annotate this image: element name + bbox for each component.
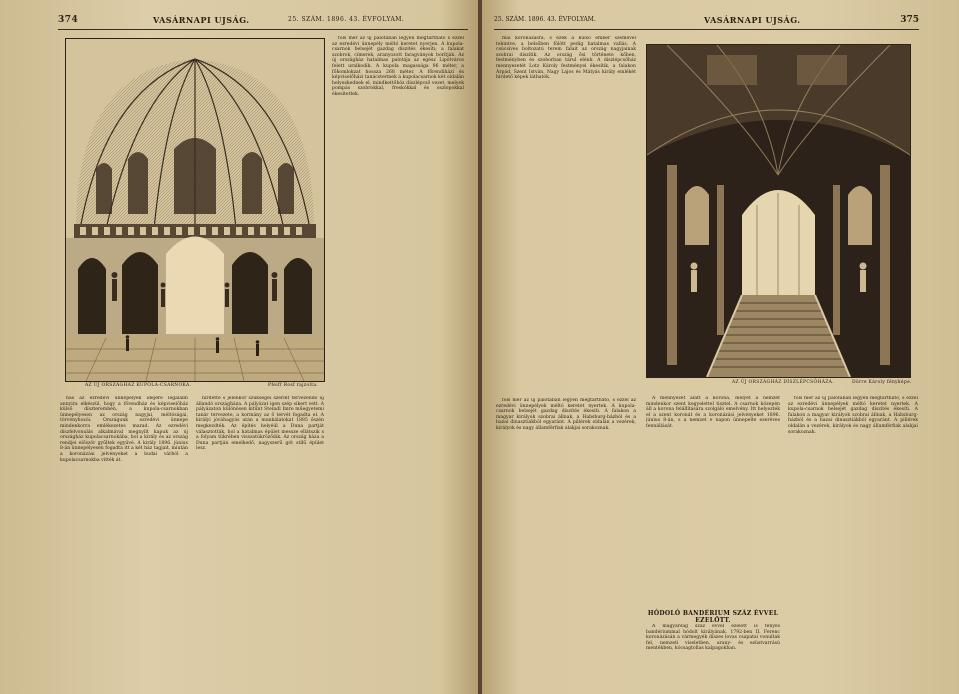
right-page: [482, 0, 959, 694]
left-issue-date: 25. SZÁM. 1896. 43. ÉVFOLYAM.: [288, 16, 405, 23]
cupola-hall-engraving: [65, 38, 325, 382]
staircase-hall-drawing: [647, 45, 910, 377]
right-page-number: 375: [900, 15, 919, 25]
cupola-hall-drawing: [66, 39, 324, 381]
left-page-number: 374: [58, 15, 79, 25]
staircase-hall-engraving: [646, 44, 911, 378]
left-column-1: [60, 396, 188, 692]
right-column-3-repeat-text: föls mér az új palotában legyen megtartható, s ezzel az ezredévi ünnepélyek méltó keretet nyertek. A kupola-csarnok belsejét gazdag díszítés ékesíti. A falakon a magyar királyok szobrai állnak, a Habsburg-házból és a hazai dinasztiákból egyaránt. A pillérek oldalán a vezérek, királyok és nagy államférfiak alakjai sorakoznak.: [788, 396, 918, 435]
right-issue-date: 25. SZÁM. 1896. 43. ÉVFOLYAM.: [494, 16, 596, 23]
right-illustration-caption: AZ ÚJ ORSZÁGHÁZ DÍSZLÉPCSŐHÁZA.: [732, 380, 834, 385]
right-illustration-credit: Dörre Károly fényképe.: [852, 380, 912, 385]
right-header-rule: [494, 29, 919, 30]
right-column-2-text: föls mér az új palotában legyen megtartható, s ezzel az ezredévi ünnepélyek méltó keretet nyertek. A kupola-csarnok belsejét gazdag díszítés ékesíti. A falakon a magyar királyok szobrai állnak, a Habsburg-házból és a hazai dinasztiákból egyaránt. A pillérek oldalán a vezérek, királyok és nagy államférfiak alakjai sorakoznak.: [496, 398, 636, 431]
left-column-2: [196, 396, 324, 692]
left-column-2-text: hírdette s jelenkor szükségei szerint tervezendő új állandó országháza. A pályázat igen szép sikert vett. A pályázaton különösen kitűnt Steindl Imre műegyetemi tanár tervezete, a kormány az ő tervét fogadta el. A királyi jóváhagyás után a munkálatokat 1885 őszén megkezdték. Az építés helyéül a Duna partját választották, hol a hatalmas épület messze ellátszik s a folyam tükrében visszatükröződik. Az ország háza a Duna partján emelkedő, nagyszerű gót stílű épület lesz.: [196, 396, 324, 452]
right-column-1-text: mai koronázásra, s ezek a külső ember szemével tekintve, a belsőben fölött pedig hatalmas vallás. A csúcsíves boltozatú terem falait az ország nagyjainak szobrai díszítik. Az ország ősi története kőben, festményben és szoborban tárul elénk. A díszlépcsőház mennyezetét Lotz Károly festményei ékesítik, a falakon Árpád, Szent István, Nagy Lajos és Mátyás király emlékét hirdető képek láthatók.: [496, 36, 636, 81]
left-page-header: [58, 15, 466, 29]
left-illustration-credit: Pfeiff Rosf rajzolta.: [268, 383, 319, 388]
right-column-1b: [496, 398, 636, 692]
left-column-3: [332, 36, 464, 692]
right-column-1: [496, 36, 636, 392]
right-journal-title: VASÁRNAPI UJSÁG.: [704, 15, 801, 25]
left-column-3-text: föls mér az új palotában legyen megtartható s ezzel az ezredévi ünnepély méltó keretet nyerjen. A kupola-csarnok belsejét gazdag díszítés ékesíti; a falakat szobrok, címerek, aranyozott faragványok borítják. Az új országház hatalmas palotája az egész Lipótváros felett uralkodik. A kupola magassága 96 méter, a főhomlokzat hossza 268 méter. A főrendiházi és képviselőházi tanácstermek a kupolacsarnok két oldalán helyezkednek el, mindkettőhöz díszlépcső vezet, melyek pompás szobrokkal, freskókkal és oszlopokkal ékesítettek.: [332, 36, 464, 97]
right-column-3: [788, 396, 918, 692]
right-column-3-text: A mennyezet alatt a korona, melyet a nemzet mindenkor szent kegyelettel tisztel. A csarnok közepén áll a korona felállítására szolgáló emelvény. Itt helyezték el a szent koronát és a koronázási jelvényeket 1896. június 8-án, s a nemzet e napon ünnepelte ezeréves fennállását.: [646, 396, 780, 429]
left-header-rule: [58, 29, 468, 30]
right-column-2: [646, 396, 780, 606]
right-page-header: [494, 15, 919, 29]
left-column-1-text: hás az ezredévi ünnepélyek idejére legalább annyira elkészül, hogy a főrendház és képviselőház külső díszterembén, a kupola-csarnokban ünnepélyesen az ország nagyjai, méltóságai, törvényhozói. Országunk ezredévi ünnepe mindenkorra emlékezetes marad. Az ezredévi díszfelvonulás alkalmával megnyílt kapuk az új országház kupolacsarnokába, hol a király és az ország rendjei először gyűltek együvé. A király 1896. június 8-án ünnepélyesen fogadta itt a két ház tagjait, miután a koronázási jelvényeket a budai várból a kupolacsarnokba vitték át.: [60, 396, 188, 463]
section-heading: HÓDOLÓ BANDÉRIUM SZÁZ ÉVVEL EZELŐTT.: [647, 610, 779, 624]
left-page: [0, 0, 478, 694]
right-column-4-text: A magyarság száz évvel ezelőtt is fényes bandériummal hódolt királyának. 1792-ben II. Ferenc koronázásán a vármegyék díszes lovas csapatai vonultak fel, nemzeti viseletben, arany- és ezüstvarrású mentékben, kócsagtollas kalpagokban.: [646, 624, 780, 652]
left-illustration-caption: AZ ÚJ ORSZÁGHÁZ KUPOLA-CSARNOKA.: [85, 383, 192, 388]
left-journal-title: VASÁRNAPI UJSÁG.: [153, 15, 250, 25]
right-column-2b: [646, 624, 780, 692]
